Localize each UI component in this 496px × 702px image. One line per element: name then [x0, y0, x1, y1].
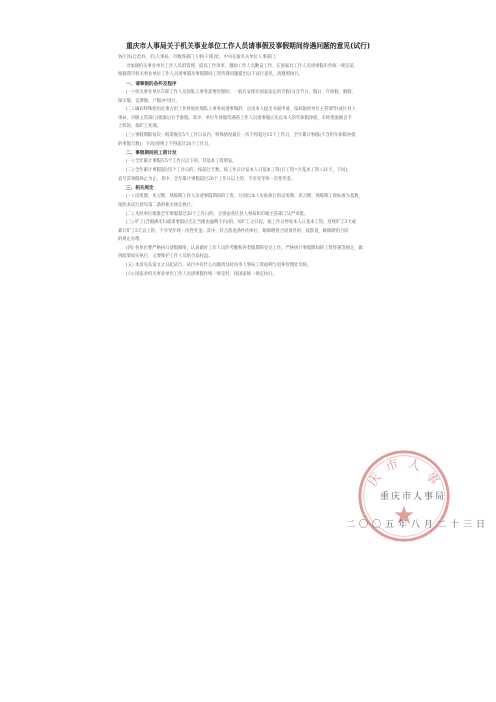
paragraph-line: 事局、市级主管部门)批准后方予准假。其中，单位年休假待遇的工作人员请事假应先以本人的年休假冲抵，未经批准擅自不 — [118, 115, 352, 121]
document-body — [118, 54, 380, 279]
paragraph-line: (三) 旷工(含假满未归或请事假后无正当理由逾期不归)的，从旷工之日起，按工作日停发本人日基本工资，连续旷工3天或 — [126, 220, 356, 226]
intro-block — [118, 54, 380, 80]
paragraph-line: (三) 事假期限每次一般掌握在5个工作日以内，特殊情况最长一次不得超过15个工作日，全年累计事假(不含用年休假冲抵 — [126, 132, 356, 138]
paragraph-line: 到政策如实执行，又要维护工作人员的合法权益。 — [118, 254, 213, 260]
section-heading: 三、相关规定 — [126, 186, 154, 192]
paragraph-line: (二) 凡经单位批准全年事假超过20个工作日的，分别由各区县人事局和市级主管部门从严审批。 — [126, 211, 309, 217]
intro-line: 根据我市机关事业单位工作人员请事假及事假期间工资待遇问题提出以下试行意见，请遵照执行。 — [118, 72, 303, 78]
paragraph-line: (二) 全年累计事假超过5个工作日的，按超过天数，按工作日计发本人日基本工资(日工资=月基本工资÷21天，下同)， — [126, 167, 352, 173]
section-heading: 一、请事假的条件及程序 — [126, 81, 177, 87]
paragraph-line: (一) 试用期、见习期、熟练期工作人员请事假期间的工资，分别以本人实际执行的试用期、见习期、熟练期工资标准为基数， — [126, 194, 363, 200]
sections — [118, 80, 380, 279]
paragraph-line: (四) 各单位要严格执行请假制度，认真做好工作人员的考勤和各类假期的登记工作，严格执行事假期间的工资待遇等规定，做 — [126, 245, 363, 251]
paragraph-line: (一) 机关事业单位在职工作人员因私人事务需要处理的，一般应安排在国家法定的节假日(含节日、假日、年休假、婚假、 — [126, 89, 356, 95]
paragraph-line: 直至其事假终止为止。其中，全年累计事假超过20个工作日以上的，不享受年终一次性奖金。 — [118, 176, 296, 182]
paragraph-line: (五) 本意见从发文之日起试行，试行中有什么问题请及时向市人事局工资福利与退休管理处反映。 — [126, 263, 312, 269]
paragraph-line: 的规定办理。 — [118, 237, 144, 243]
paragraph-line: 累计旷工5天以上的，不享受年终一次性奖金。其中，符合辞退条件的单位，解除聘用合同条件的，按辞退、解除聘用合同 — [118, 228, 349, 234]
paragraph-line: 的事假天数)，下同)原则上不得超过20个工作日。 — [118, 141, 213, 147]
issue-date: 二〇〇五年八月二十三日 — [346, 520, 490, 530]
issuer-name: 重庆市人事局 — [380, 492, 447, 502]
paragraph-line: (二) 确有特殊原因必须占用工作时间处理私人事务而请事假的，应由本人提出书面申请，按权限经单位主管领导(或区县人 — [126, 107, 356, 113]
section-heading: 二、事假期间的工资计发 — [126, 151, 177, 157]
seal-ring-text: 庆 市 人 事 — [364, 455, 444, 489]
paragraph-line: 上班的，按旷工处理。 — [118, 124, 161, 130]
section — [118, 149, 380, 184]
intro-line: 各区县(自治县、市)人事局，市级各部门人事(干部)处，中央在渝有关单位人事部门： — [118, 55, 280, 60]
paragraph-line: (六) 国家对机关事业单位工作人员请事假作统一规定时，按国家统一规定执行。 — [126, 271, 277, 277]
paragraph-line: (一) 全年累计事假在5个工作日以下的，其基本工资照发。 — [126, 159, 237, 165]
document-title: 重庆市人事局关于机关事业单位工作人员请事假及事假期间待遇问题的意见(试行) — [125, 42, 371, 50]
intro-line: 为加强机关事业单位工作人员的管理，提高工作效率，激励工作人员勤奋工作，在国家对工作人员请事假未作统一规定前， — [126, 63, 359, 69]
section — [118, 184, 380, 279]
paragraph-line: 探亲假、丧葬假、产假)中进行。 — [118, 98, 180, 104]
section — [118, 80, 380, 149]
paragraph-line: 按照本试行意见第二条的相关规定执行。 — [118, 202, 196, 208]
